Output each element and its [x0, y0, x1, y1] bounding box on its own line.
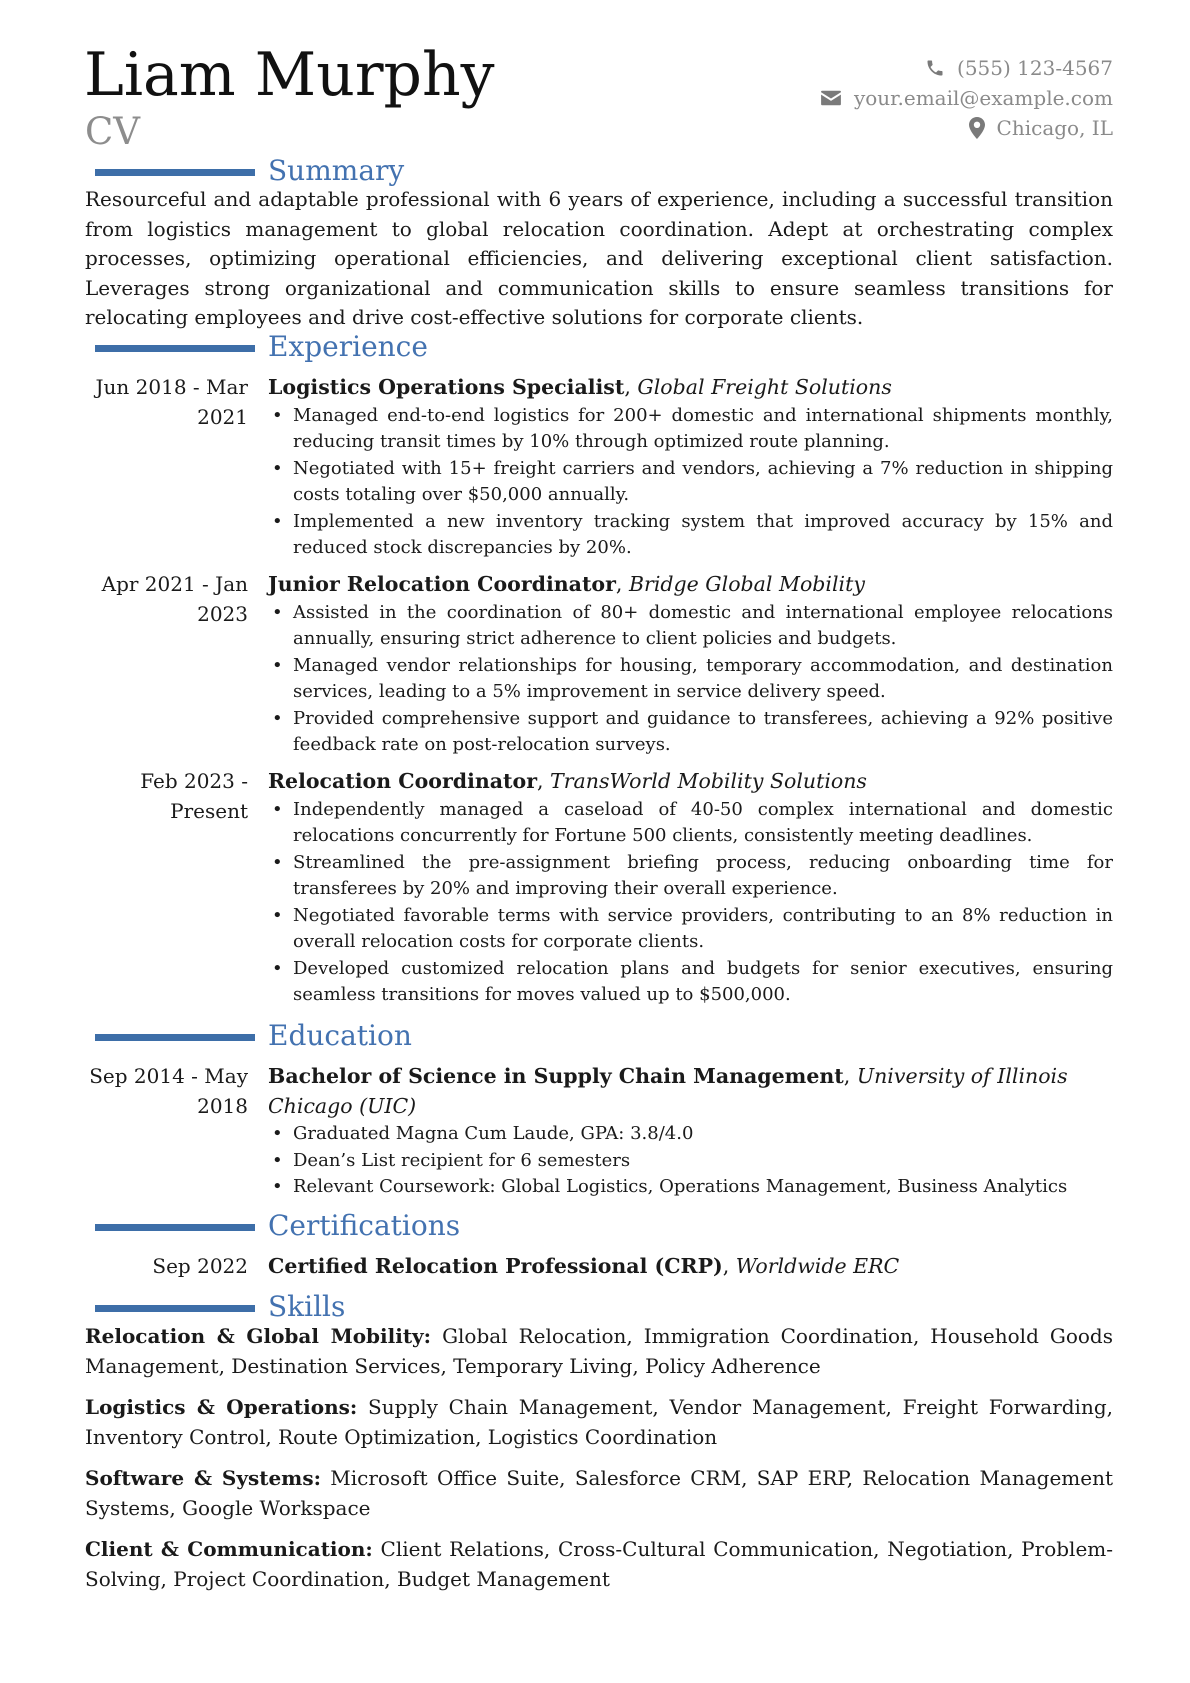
- phone-icon: [925, 58, 945, 78]
- experience-section: [0, 330, 1190, 366]
- bullet-item: • Managed vendor relationships for housing, temporary accommodation, and destination services, leading to a 5% improvement in service delivery speed.: [268, 653, 1113, 706]
- bullet-item: • Graduated Magna Cum Laude, GPA: 3.8/4.0: [268, 1121, 1113, 1148]
- skill-category: Client & Communication:: [85, 1537, 373, 1561]
- bullet-item: • Negotiated with 15+ freight carriers and vendors, achieving a 7% reduction in shipping costs totaling over $50,000 annually.: [268, 456, 1113, 509]
- entry-date: Sep 2022: [152, 1254, 248, 1278]
- entry-separator: ,: [722, 1254, 736, 1278]
- candidate-name: Liam Murphy: [84, 40, 495, 110]
- section-accent-bar: [95, 1034, 255, 1041]
- envelope-icon: [820, 89, 842, 107]
- entry-title: Logistics Operations Specialist: [268, 375, 625, 399]
- entry-separator: ,: [537, 769, 551, 793]
- entry-organization: Global Freight Solutions: [637, 375, 892, 399]
- skill-group: [85, 1322, 1113, 1381]
- bullet-item: • Relevant Coursework: Global Logistics, Operations Management, Business Analytics: [268, 1174, 1113, 1201]
- location-text: Chicago, IL: [996, 116, 1113, 140]
- entry-bullets: [268, 600, 1113, 759]
- contact-email: [820, 83, 1113, 113]
- skill-group: [85, 1393, 1113, 1452]
- entry-heading: [268, 570, 1113, 600]
- section-title-experience: Experience: [268, 330, 428, 363]
- section-accent-bar: [95, 345, 255, 352]
- entry-date: Jun 2018 - Mar 2021: [95, 375, 248, 429]
- bullet-item: • Provided comprehensive support and guidance to transferees, achieving a 92% positive feedback rate on post-relocation surveys.: [268, 706, 1113, 759]
- section-accent-bar: [95, 1224, 255, 1231]
- certifications-section: [0, 1209, 1190, 1245]
- section-accent-bar: [95, 169, 255, 176]
- entry-organization: Worldwide ERC: [735, 1254, 900, 1278]
- entry-title: Certified Relocation Professional (CRP): [268, 1254, 723, 1278]
- bullet-item: • Implemented a new inventory tracking system that improved accuracy by 15% and reduced stock discrepancies by 20%.: [268, 509, 1113, 562]
- section-title-summary: Summary: [268, 154, 405, 187]
- entry-organization: University of Illinois Chicago (UIC): [268, 1064, 1068, 1118]
- bullet-item: • Dean’s List recipient for 6 semesters: [268, 1148, 1113, 1175]
- entry-title: Junior Relocation Coordinator: [268, 572, 616, 596]
- bullet-item: • Streamlined the pre-assignment briefing process, reducing onboarding time for transferees by 20% and improving their overall experience.: [268, 850, 1113, 903]
- phone-number: (555) 123-4567: [957, 56, 1113, 80]
- skill-category: Logistics & Operations:: [85, 1395, 358, 1419]
- entry-date: Apr 2021 - Jan 2023: [101, 572, 248, 626]
- entry-separator: ,: [843, 1064, 857, 1088]
- bullet-item: • Independently managed a caseload of 40-50 complex international and domestic relocations concurrently for Fortune 500 clients, consistently meeting deadlines.: [268, 797, 1113, 850]
- location-pin-icon: [969, 117, 985, 139]
- entry-bullets: [268, 797, 1113, 1009]
- skill-group: [85, 1535, 1113, 1594]
- entry-separator: ,: [624, 375, 638, 399]
- section-title-education: Education: [268, 1019, 412, 1052]
- skill-items: Client Relations, Cross-Cultural Communication, Negotiation, Problem-Solving, Project Coordination, Budget Management: [85, 1537, 1113, 1591]
- entry-organization: Bridge Global Mobility: [628, 572, 865, 596]
- entry-bullets: [268, 1121, 1113, 1201]
- entry-organization: TransWorld Mobility Solutions: [550, 769, 867, 793]
- entry-title: Relocation Coordinator: [268, 769, 537, 793]
- bullet-item: • Assisted in the coordination of 80+ domestic and international employee relocations annually, ensuring strict adherence to client policies and budgets.: [268, 600, 1113, 653]
- entry-date: Feb 2023 - Present: [140, 769, 248, 823]
- bullet-item: • Developed customized relocation plans and budgets for senior executives, ensuring seamless transitions for moves valued up to $500,000.: [268, 956, 1113, 1009]
- contact-phone: [820, 53, 1113, 83]
- summary-text: Resourceful and adaptable professional with 6 years of experience, including a successful transition from logistics management to global relocation coordination. Adept at orchestrating complex processes, optimizing operational efficiencies, and delivering exceptional client satisfaction. Leverages strong organizational and communication skills to ensure seamless transitions for relocating employees and drive cost-effective solutions for corporate clients.: [85, 187, 1113, 329]
- skill-category: Software & Systems:: [85, 1466, 321, 1490]
- skill-category: Relocation & Global Mobility:: [85, 1324, 432, 1348]
- email-address: your.email@example.com: [853, 86, 1113, 110]
- skill-group: [85, 1464, 1113, 1523]
- bullet-item: • Managed end-to-end logistics for 200+ domestic and international shipments monthly, reducing transit times by 10% through optimized route planning.: [268, 403, 1113, 456]
- entry-heading: [268, 767, 1113, 797]
- document-type: CV: [85, 110, 141, 153]
- contact-block: [820, 53, 1113, 143]
- entry-bullets: [268, 403, 1113, 562]
- skill-items: Microsoft Office Suite, Salesforce CRM, SAP ERP, Relocation Management Systems, Google Workspace: [85, 1466, 1114, 1520]
- contact-location: [820, 113, 1113, 143]
- skills-section: [0, 1290, 1190, 1326]
- entry-title: Bachelor of Science in Supply Chain Management: [268, 1064, 844, 1088]
- section-title-certifications: Certifications: [268, 1209, 461, 1242]
- entry-heading: [268, 1252, 1113, 1282]
- entry-heading: [268, 1062, 1113, 1121]
- bullet-item: • Negotiated favorable terms with service providers, contributing to an 8% reduction in overall relocation costs for corporate clients.: [268, 903, 1113, 956]
- entry-heading: [268, 373, 1113, 403]
- entry-separator: ,: [615, 572, 629, 596]
- section-title-skills: Skills: [268, 1290, 346, 1323]
- skill-items: Supply Chain Management, Vendor Management, Freight Forwarding, Inventory Control, Route Optimization, Logistics Coordination: [85, 1395, 1113, 1449]
- entry-date: Sep 2014 - May 2018: [89, 1064, 248, 1118]
- section-accent-bar: [95, 1305, 255, 1312]
- skill-items: Global Relocation, Immigration Coordination, Household Goods Management, Destination Services, Temporary Living, Policy Adherence: [85, 1324, 1113, 1378]
- education-section: [0, 1019, 1190, 1055]
